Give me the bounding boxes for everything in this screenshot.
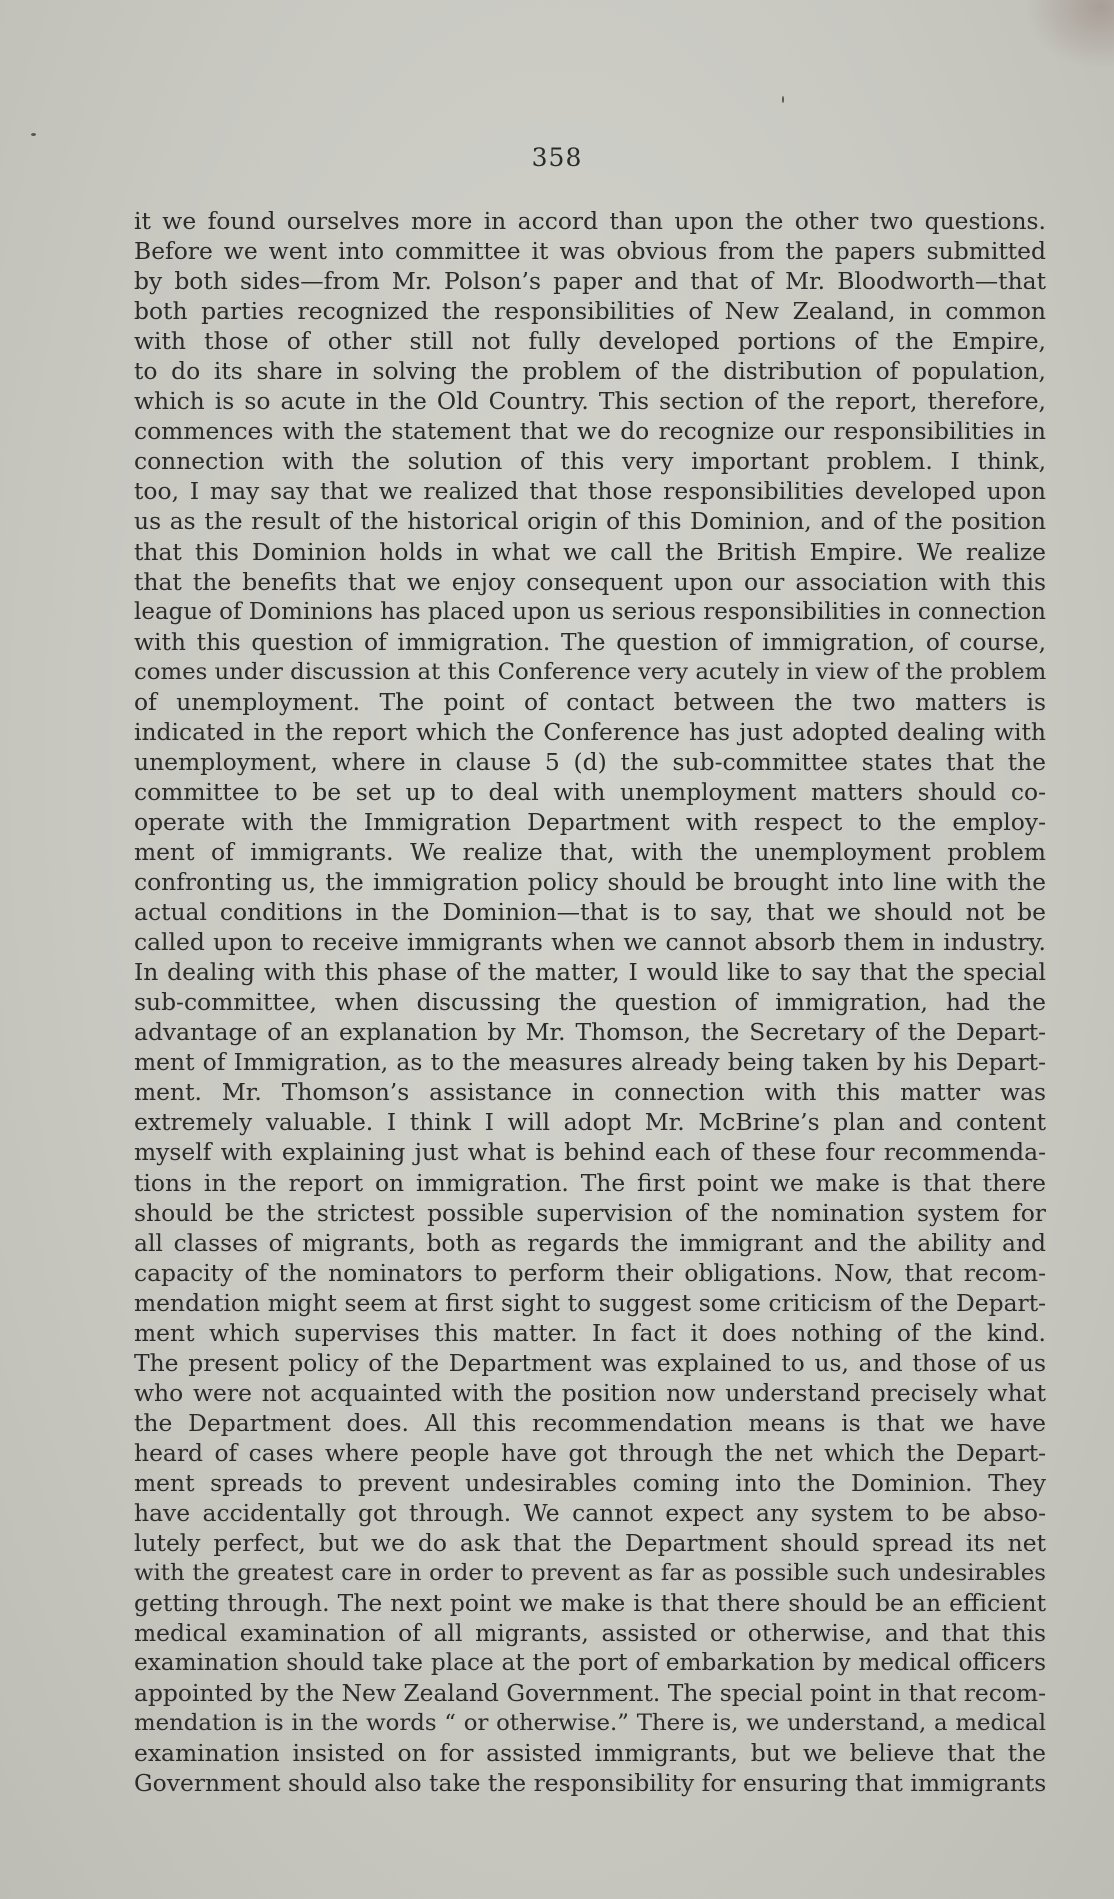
text-line: getting through. The next point we make is that there should be an efficient	[134, 1589, 1046, 1618]
body-text	[134, 206, 1046, 1798]
text-line: actual conditions in the Dominion—that is to say, that we should not be	[134, 898, 1046, 927]
text-line: mendation might seem at first sight to suggest some criticism of the Depart-	[134, 1288, 1046, 1317]
text-line: connection with the solution of this very important problem. I think,	[134, 447, 1046, 476]
text-line: In dealing with this phase of the matter, I would like to say that the special	[134, 958, 1046, 987]
text-line: capacity of the nominators to perform their obligations. Now, that recom-	[134, 1258, 1046, 1287]
text-line: called upon to receive immigrants when we cannot absorb them in industry.	[134, 928, 1046, 957]
text-line: to do its share in solving the problem of the distribution of population,	[134, 357, 1046, 386]
text-line: lutely perfect, but we do ask that the Department should spread its net	[134, 1529, 1046, 1558]
text-line: ment of immigrants. We realize that, with the unemployment problem	[134, 837, 1046, 866]
text-line: The present policy of the Department was explained to us, and those of us	[134, 1348, 1046, 1377]
text-line: ment spreads to prevent undesirables coming into the Dominion. They	[134, 1468, 1046, 1497]
text-line: committee to be set up to deal with unemployment matters should co-	[134, 777, 1046, 806]
text-line: examination should take place at the port of embarkation by medical officers	[134, 1649, 1046, 1677]
text-line: tions in the report on immigration. The first point we make is that there	[134, 1168, 1046, 1197]
text-line: medical examination of all migrants, assisted or otherwise, and that this	[134, 1619, 1046, 1648]
text-line: commences with the statement that we do recognize our responsibilities in	[134, 417, 1046, 446]
text-line: unemployment, where in clause 5 (d) the sub-committee states that the	[134, 747, 1046, 776]
text-line: operate with the Immigration Department with respect to the employ-	[134, 807, 1046, 836]
text-line: all classes of migrants, both as regards the immigrant and the ability and	[134, 1228, 1046, 1257]
text-line: indicated in the report which the Conference has just adopted dealing with	[134, 717, 1046, 746]
text-line: should be the strictest possible supervision of the nomination system for	[134, 1198, 1046, 1227]
text-line: extremely valuable. I think I will adopt Mr. McBrine’s plan and content	[134, 1108, 1046, 1137]
text-line: ment which supervises this matter. In fact it does nothing of the kind.	[134, 1318, 1046, 1347]
text-line: the Department does. All this recommendation means is that we have	[134, 1408, 1046, 1437]
text-line: league of Dominions has placed upon us serious responsibilities in connection	[134, 598, 1046, 625]
text-line: with those of other still not fully developed portions of the Empire,	[134, 327, 1046, 356]
text-line: myself with explaining just what is behind each of these four recommenda-	[134, 1138, 1046, 1167]
paper-stain	[1024, 0, 1114, 70]
text-line: both parties recognized the responsibilities of New Zealand, in common	[134, 297, 1046, 326]
text-line: ment. Mr. Thomson’s assistance in connection with this matter was	[134, 1078, 1046, 1107]
text-line: mendation is in the words “ or otherwise.” There is, we understand, a medical	[134, 1710, 1046, 1737]
text-line: confronting us, the immigration policy should be brought into line with the	[134, 868, 1046, 897]
ink-speck	[782, 96, 784, 103]
text-line: which is so acute in the Old Country. This section of the report, therefore,	[134, 387, 1046, 416]
text-line: who were not acquainted with the position now understand precisely what	[134, 1378, 1046, 1407]
text-line: comes under discussion at this Conference very acutely in view of the problem	[134, 658, 1046, 685]
text-line: heard of cases where people have got through the net which the Depart-	[134, 1438, 1046, 1467]
text-line: Before we went into committee it was obvious from the papers submitted	[134, 237, 1046, 266]
text-line: sub-committee, when discussing the question of immigration, had the	[134, 988, 1046, 1017]
text-line: us as the result of the historical origin of this Dominion, and of the position	[134, 507, 1046, 536]
text-line: by both sides—from Mr. Polson’s paper and that of Mr. Bloodworth—that	[134, 267, 1046, 296]
page-number: 358	[531, 143, 583, 172]
text-line: examination insisted on for assisted immigrants, but we believe that the	[134, 1739, 1046, 1768]
text-line: ment of Immigration, as to the measures already being taken by his Depart-	[134, 1048, 1046, 1077]
text-line: with the greatest care in order to prevent as far as possible such undesirables	[134, 1560, 1046, 1587]
ink-speck	[31, 133, 36, 136]
text-line: appointed by the New Zealand Government. The special point in that recom-	[134, 1679, 1046, 1708]
text-line: advantage of an explanation by Mr. Thomson, the Secretary of the Depart-	[134, 1018, 1046, 1047]
text-line: it we found ourselves more in accord than upon the other two questions.	[134, 207, 1046, 235]
text-line: with this question of immigration. The question of immigration, of course,	[134, 627, 1046, 656]
text-line: have accidentally got through. We cannot expect any system to be abso-	[134, 1499, 1046, 1528]
text-line: of unemployment. The point of contact between the two matters is	[134, 687, 1046, 716]
text-line: that the benefits that we enjoy consequent upon our association with this	[134, 567, 1046, 596]
text-line: Government should also take the responsibility for ensuring that immigrants	[134, 1769, 1046, 1798]
text-line: too, I may say that we realized that those responsibilities developed upon	[134, 477, 1046, 506]
text-line: that this Dominion holds in what we call the British Empire. We realize	[134, 537, 1046, 566]
